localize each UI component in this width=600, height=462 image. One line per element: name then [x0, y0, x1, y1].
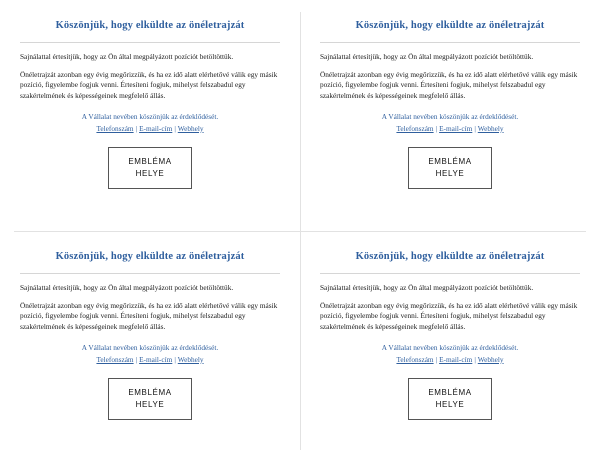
phone-link[interactable]: Telefonszám: [396, 123, 434, 133]
title-divider: [20, 273, 280, 274]
logo-placeholder[interactable]: [108, 147, 192, 189]
body-paragraph-1: Sajnálattal értesítjük, hogy az Ön által megpályázott pozíciót betöltöttük.: [320, 51, 534, 61]
link-separator-1: |: [435, 123, 438, 133]
body-paragraph-1: Sajnálattal értesítjük, hogy az Ön által megpályázott pozíciót betöltöttük.: [20, 282, 234, 292]
page-title: Köszönjük, hogy elküldte az önéletrajzát: [355, 20, 545, 31]
logo-placeholder-line-1: EMBLÉMA: [428, 156, 472, 166]
link-separator-2: |: [174, 123, 176, 133]
link-separator-2: |: [474, 123, 476, 133]
card-top-right: [300, 0, 600, 231]
title-divider: [320, 42, 580, 43]
body-paragraph-2: Önéletrajzát azonban egy évig megőrizzük, és ha ez idő alatt elérhetővé válik egy másik pozíció, figyelembe fogjuk venni. Értesíteni fogjuk, mihelyst felszabadul egy szakértelmének és képességeinek megfelelő állás.: [20, 69, 278, 100]
logo-placeholder[interactable]: [108, 378, 192, 420]
logo-placeholder-line-2: HELYE: [135, 168, 165, 178]
body-paragraph-1: Sajnálattal értesítjük, hogy az Ön által megpályázott pozíciót betöltöttük.: [320, 282, 534, 292]
page-title: Köszönjük, hogy elküldte az önéletrajzát: [55, 20, 245, 31]
link-separator-1: |: [135, 123, 138, 133]
email-link[interactable]: E-mail-cím: [139, 123, 173, 133]
email-link[interactable]: E-mail-cím: [439, 123, 473, 133]
card-bottom-right: [300, 231, 600, 462]
contact-links: [320, 124, 580, 135]
logo-placeholder-line-2: HELYE: [135, 399, 165, 409]
contact-block: [20, 343, 280, 366]
page-title: Köszönjük, hogy elküldte az önéletrajzát: [355, 251, 545, 262]
website-link[interactable]: Webhely: [477, 123, 504, 133]
phone-link[interactable]: Telefonszám: [396, 354, 434, 364]
emblem-wrapper: [20, 378, 280, 420]
closing-line: A Vállalat nevében köszönjük az érdeklődését.: [381, 343, 519, 353]
logo-placeholder-line-1: EMBLÉMA: [428, 387, 472, 397]
body-paragraph-2: Önéletrajzát azonban egy évig megőrizzük, és ha ez idő alatt elérhetővé válik egy másik pozíció, figyelembe fogjuk venni. Értesíteni fogjuk, mihelyst felszabadul egy szakértelmének és képességeinek megfelelő állás.: [320, 69, 578, 100]
email-link[interactable]: E-mail-cím: [439, 354, 473, 364]
phone-link[interactable]: Telefonszám: [96, 354, 134, 364]
closing-line: A Vállalat nevében köszönjük az érdeklődését.: [381, 112, 519, 122]
card-bottom-left: [0, 231, 300, 462]
body-paragraph-1: Sajnálattal értesítjük, hogy az Ön által megpályázott pozíciót betöltöttük.: [20, 51, 234, 61]
page-title: Köszönjük, hogy elküldte az önéletrajzát: [55, 251, 245, 262]
contact-block: [20, 112, 280, 135]
email-link[interactable]: E-mail-cím: [139, 354, 173, 364]
link-separator-1: |: [435, 354, 438, 364]
website-link[interactable]: Webhely: [177, 354, 204, 364]
logo-placeholder[interactable]: [408, 147, 492, 189]
contact-links: [20, 124, 280, 135]
phone-link[interactable]: Telefonszám: [96, 123, 134, 133]
logo-placeholder-line-1: EMBLÉMA: [128, 387, 172, 397]
website-link[interactable]: Webhely: [477, 354, 504, 364]
logo-placeholder-line-1: EMBLÉMA: [128, 156, 172, 166]
contact-links: [20, 355, 280, 366]
emblem-wrapper: [320, 378, 580, 420]
logo-placeholder-line-2: HELYE: [435, 168, 465, 178]
contact-block: [320, 343, 580, 366]
closing-line: A Vállalat nevében köszönjük az érdeklődését.: [81, 343, 219, 353]
card-top-left: [0, 0, 300, 231]
emblem-wrapper: [20, 147, 280, 189]
website-link[interactable]: Webhely: [177, 123, 204, 133]
body-paragraph-2: Önéletrajzát azonban egy évig megőrizzük, és ha ez idő alatt elérhetővé válik egy másik pozíció, figyelembe fogjuk venni. Értesíteni fogjuk, mihelyst felszabadul egy szakértelmének és képességeinek megfelelő állás.: [20, 300, 278, 331]
body-paragraph-2: Önéletrajzát azonban egy évig megőrizzük, és ha ez idő alatt elérhetővé válik egy másik pozíció, figyelembe fogjuk venni. Értesíteni fogjuk, mihelyst felszabadul egy szakértelmének és képességeinek megfelelő állás.: [320, 300, 578, 331]
link-separator-2: |: [474, 354, 476, 364]
title-divider: [20, 42, 280, 43]
title-divider: [320, 273, 580, 274]
link-separator-2: |: [174, 354, 176, 364]
logo-placeholder[interactable]: [408, 378, 492, 420]
emblem-wrapper: [320, 147, 580, 189]
logo-placeholder-line-2: HELYE: [435, 399, 465, 409]
closing-line: A Vállalat nevében köszönjük az érdeklődését.: [81, 112, 219, 122]
contact-links: [320, 355, 580, 366]
contact-block: [320, 112, 580, 135]
link-separator-1: |: [135, 354, 138, 364]
